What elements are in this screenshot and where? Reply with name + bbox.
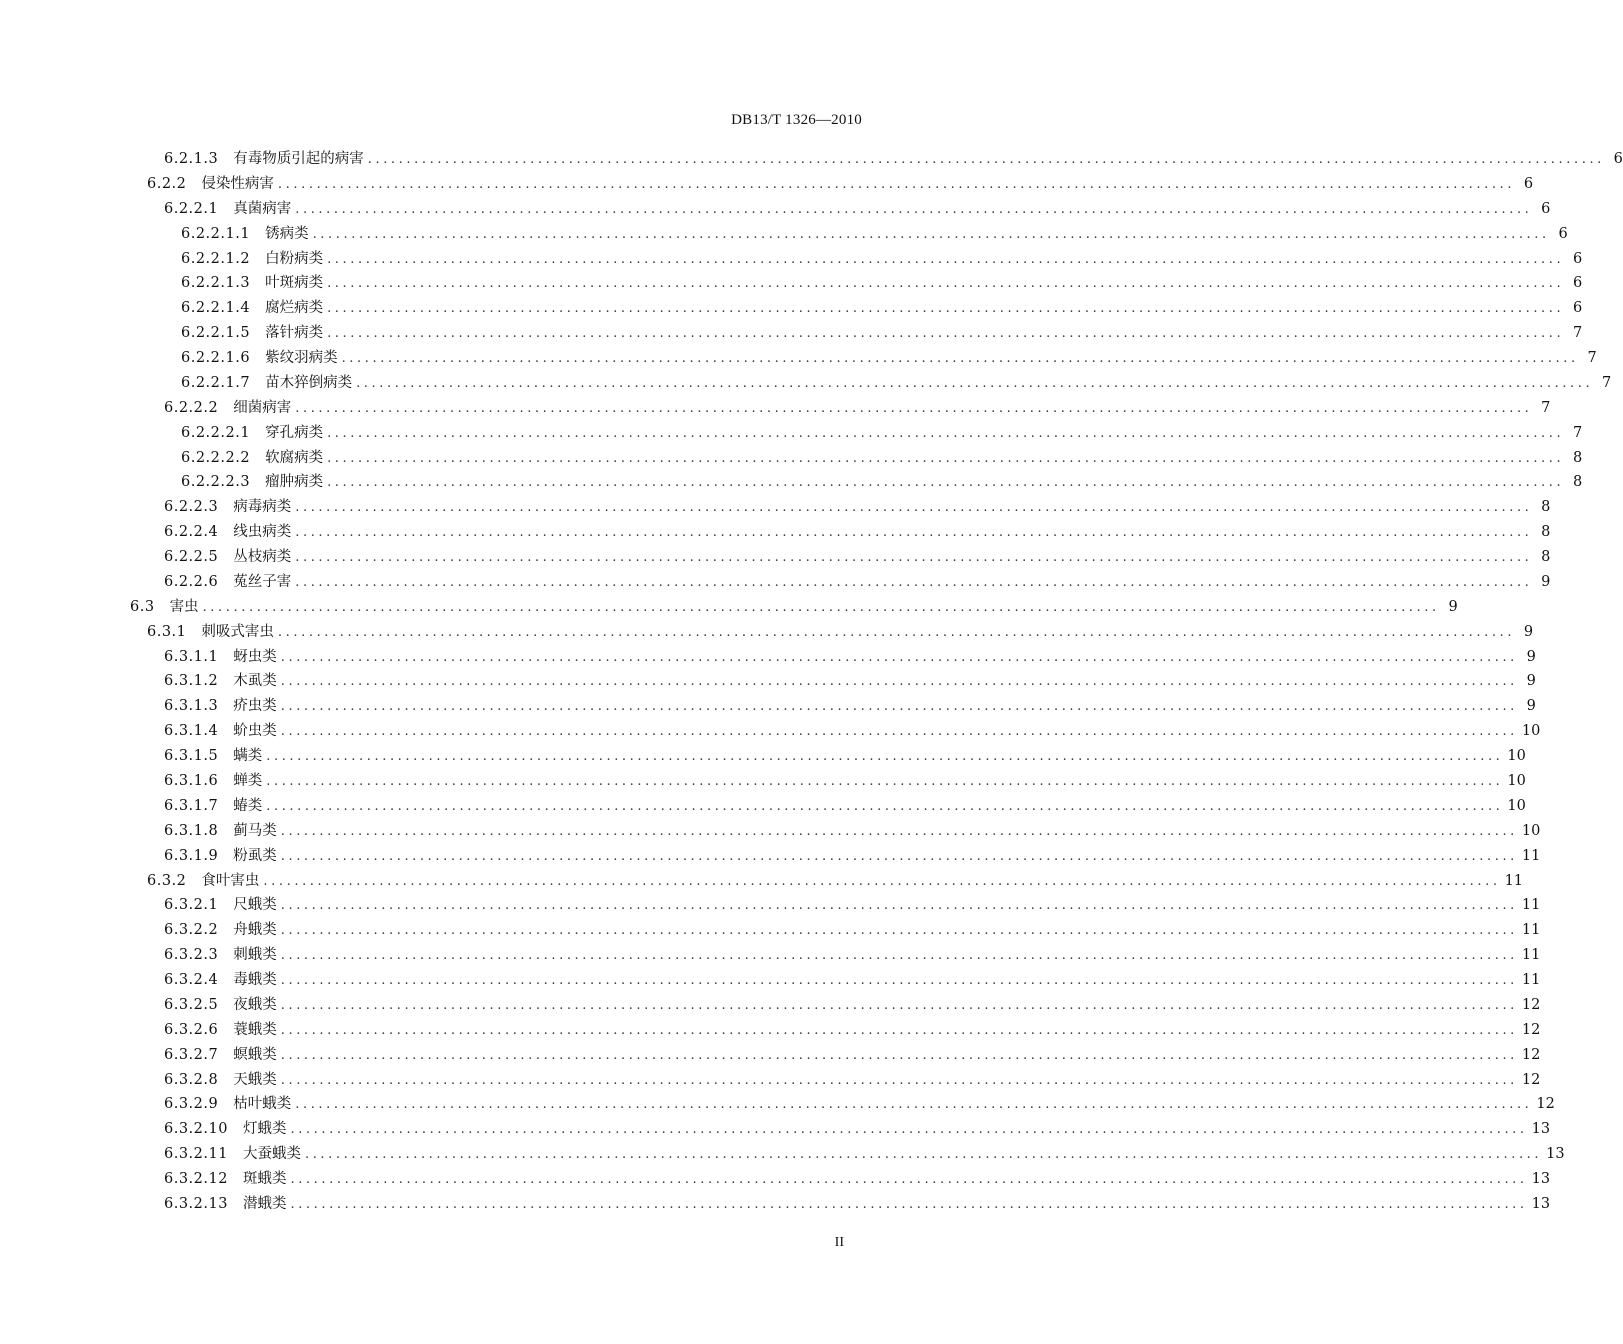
- toc-entry[interactable]: [164, 1044, 1541, 1066]
- toc-entry-number: 6.2.2.6: [164, 574, 219, 590]
- toc-entry[interactable]: [164, 198, 1551, 220]
- toc-entry-title: 锈病类: [265, 226, 309, 242]
- toc-leader-dots: ................................................................................................................................................................: [295, 500, 1533, 515]
- toc-entry[interactable]: [181, 272, 1583, 294]
- toc-entry-page: 7: [1573, 425, 1583, 441]
- toc-entry[interactable]: [164, 1168, 1551, 1190]
- toc-entry-number: 6.3.2.9: [164, 1096, 219, 1112]
- toc-entry-page: 6: [1613, 151, 1623, 167]
- toc-entry-title: 潜蛾类: [242, 1196, 287, 1212]
- toc-entry-page: 7: [1573, 325, 1583, 341]
- toc-entry-page: 9: [1526, 649, 1536, 665]
- toc-entry-page: 9: [1448, 599, 1458, 615]
- toc-entry-number: 6.3.2.2: [164, 922, 219, 938]
- toc-entry-number: 6.3.1.2: [164, 673, 219, 689]
- toc-entry-number: 6.2.2.2.2: [181, 450, 251, 466]
- toc-entry[interactable]: [147, 621, 1534, 643]
- toc-leader-dots: ................................................................................................................................................................: [280, 948, 1518, 963]
- toc-leader-dots: ................................................................................................................................................................: [327, 301, 1565, 316]
- toc-entry[interactable]: [181, 248, 1583, 270]
- toc-entry-number: 6.3.2.7: [164, 1047, 219, 1063]
- toc-entry-title: 害虫: [169, 599, 199, 615]
- toc-entry-number: 6.2.2.4: [164, 524, 219, 540]
- toc-entry-page: 11: [1504, 873, 1524, 889]
- toc-entry-number: 6.3.2.4: [164, 972, 219, 988]
- toc-entry[interactable]: [181, 297, 1583, 319]
- toc-entry-number: 6.3.2.5: [164, 997, 219, 1013]
- toc-entry-page: 8: [1573, 474, 1583, 490]
- toc-entry[interactable]: [164, 1019, 1541, 1041]
- toc-leader-dots: ................................................................................................................................................................: [327, 252, 1565, 267]
- toc-entry-number: 6.3.1: [147, 624, 187, 640]
- toc-entry-page: 6: [1573, 275, 1583, 291]
- toc-entry-title: 枯叶蛾类: [233, 1096, 292, 1112]
- toc-entry[interactable]: [181, 422, 1583, 444]
- toc-leader-dots: ................................................................................................................................................................: [277, 177, 1516, 192]
- toc-entry[interactable]: [164, 695, 1536, 717]
- toc-entry[interactable]: [164, 546, 1551, 568]
- toc-entry-page: 8: [1541, 499, 1551, 515]
- toc-entry-title: 天蛾类: [233, 1072, 277, 1088]
- toc-entry[interactable]: [130, 596, 1458, 618]
- toc-leader-dots: ................................................................................................................................................................: [312, 227, 1550, 242]
- toc-entry[interactable]: [164, 1193, 1551, 1215]
- toc-entry-number: 6.3.2.8: [164, 1072, 219, 1088]
- toc-leader-dots: ................................................................................................................................................................: [327, 451, 1565, 466]
- toc-entry-number: 6.2.2.1.2: [181, 251, 251, 267]
- toc-entry-title: 丛枝病类: [233, 549, 292, 565]
- toc-entry[interactable]: [147, 870, 1524, 892]
- toc-entry-title: 螨类: [233, 748, 263, 764]
- toc-entry[interactable]: [164, 1143, 1565, 1165]
- toc-entry-page: 8: [1541, 549, 1551, 565]
- toc-entry-page: 12: [1521, 997, 1541, 1013]
- toc-leader-dots: ................................................................................................................................................................: [266, 749, 1504, 764]
- toc-entry-number: 6.2.2.5: [164, 549, 219, 565]
- toc-entry-page: 9: [1526, 698, 1536, 714]
- toc-entry-number: 6.3.2: [147, 873, 187, 889]
- toc-leader-dots: ................................................................................................................................................................: [295, 202, 1533, 217]
- toc-leader-dots: ................................................................................................................................................................: [367, 152, 1605, 167]
- toc-entry-title: 蓟马类: [233, 823, 277, 839]
- toc-entry-title: 大蚕蛾类: [242, 1146, 301, 1162]
- toc-entry-title: 毒蛾类: [233, 972, 277, 988]
- toc-leader-dots: ................................................................................................................................................................: [304, 1147, 1543, 1162]
- toc-entry-page: 10: [1507, 773, 1526, 789]
- toc-entry-title: 刺吸式害虫: [201, 624, 274, 640]
- toc-leader-dots: ................................................................................................................................................................: [280, 724, 1518, 739]
- toc-entry[interactable]: [164, 571, 1551, 593]
- toc-entry[interactable]: [164, 148, 1623, 170]
- toc-entry-number: 6.3.1.9: [164, 848, 219, 864]
- toc-leader-dots: ................................................................................................................................................................: [290, 1197, 1528, 1212]
- toc-entry-number: 6.2.2.1.1: [181, 226, 251, 242]
- toc-entry-number: 6.3.1.1: [164, 649, 219, 665]
- toc-entry-page: 13: [1546, 1146, 1565, 1162]
- toc-entry-page: 11: [1521, 848, 1541, 864]
- toc-entry[interactable]: [164, 894, 1541, 916]
- toc-entry-number: 6.3.1.4: [164, 723, 219, 739]
- toc-entry[interactable]: [164, 720, 1541, 742]
- toc-leader-dots: ................................................................................................................................................................: [295, 550, 1533, 565]
- toc-leader-dots: ................................................................................................................................................................: [280, 1073, 1518, 1088]
- toc-entry-title: 落针病类: [265, 325, 324, 341]
- toc-leader-dots: ................................................................................................................................................................: [277, 625, 1516, 640]
- toc-entry-title: 紫纹羽病类: [265, 350, 338, 366]
- toc-entry-title: 粉虱类: [233, 848, 277, 864]
- toc-entry-title: 蓑蛾类: [233, 1022, 277, 1038]
- toc-entry-title: 疥虫类: [233, 698, 277, 714]
- toc-leader-dots: ................................................................................................................................................................: [280, 650, 1518, 665]
- toc-leader-dots: ................................................................................................................................................................: [280, 898, 1518, 913]
- toc-leader-dots: ................................................................................................................................................................: [280, 824, 1518, 839]
- toc-entry[interactable]: [164, 1118, 1551, 1140]
- toc-leader-dots: ................................................................................................................................................................: [327, 426, 1565, 441]
- toc-entry-title: 夜蛾类: [233, 997, 277, 1013]
- toc-entry-title: 有毒物质引起的病害: [233, 151, 364, 167]
- toc-entry-number: 6.3.1.7: [164, 798, 219, 814]
- toc-leader-dots: ................................................................................................................................................................: [280, 674, 1518, 689]
- toc-leader-dots: ................................................................................................................................................................: [356, 376, 1594, 391]
- toc-entry-number: 6.3.2.3: [164, 947, 219, 963]
- toc-entry-number: 6.2.2.3: [164, 499, 219, 515]
- toc-leader-dots: ................................................................................................................................................................: [266, 774, 1504, 789]
- toc-entry-page: 6: [1573, 300, 1583, 316]
- toc-entry[interactable]: [164, 994, 1541, 1016]
- toc-entry[interactable]: [181, 447, 1583, 469]
- toc-entry-title: 刺蛾类: [233, 947, 277, 963]
- toc-leader-dots: ................................................................................................................................................................: [280, 923, 1518, 938]
- toc-entry-number: 6.2.2.1.5: [181, 325, 251, 341]
- toc-entry-number: 6.3.1.3: [164, 698, 219, 714]
- toc-entry[interactable]: [164, 397, 1551, 419]
- toc-entry-page: 10: [1521, 723, 1541, 739]
- toc-entry-page: 12: [1521, 1022, 1541, 1038]
- toc-entry[interactable]: [181, 372, 1612, 394]
- toc-leader-dots: ................................................................................................................................................................: [280, 849, 1518, 864]
- toc-entry-title: 灯蛾类: [242, 1121, 287, 1137]
- toc-entry-page: 13: [1531, 1171, 1551, 1187]
- toc-entry-number: 6.2.2.1.6: [181, 350, 251, 366]
- toc-entry-page: 6: [1541, 201, 1551, 217]
- toc-entry-title: 蝽类: [233, 798, 263, 814]
- toc-entry-page: 11: [1521, 922, 1541, 938]
- toc-entry-title: 瘤肿病类: [265, 474, 324, 490]
- toc-entry-number: 6.3.1.6: [164, 773, 219, 789]
- toc-entry-title: 真菌病害: [233, 201, 292, 217]
- toc-entry-number: 6.3.2.10: [164, 1121, 228, 1137]
- toc-entry-number: 6.2.2.2: [164, 400, 219, 416]
- toc-leader-dots: ................................................................................................................................................................: [295, 575, 1533, 590]
- toc-leader-dots: ................................................................................................................................................................: [341, 351, 1579, 366]
- toc-entry-page: 12: [1521, 1072, 1541, 1088]
- toc-entry-page: 9: [1541, 574, 1551, 590]
- toc-entry[interactable]: [164, 845, 1541, 867]
- toc-entry-page: 8: [1573, 450, 1583, 466]
- toc-entry-page: 11: [1521, 972, 1541, 988]
- toc-entry-title: 斑蛾类: [242, 1171, 287, 1187]
- toc-leader-dots: ................................................................................................................................................................: [280, 1048, 1518, 1063]
- toc-entry-page: 10: [1507, 798, 1526, 814]
- toc-entry-title: 尺蛾类: [233, 897, 277, 913]
- toc-entry[interactable]: [164, 670, 1536, 692]
- toc-entry-page: 6: [1573, 251, 1583, 267]
- toc-leader-dots: ................................................................................................................................................................: [280, 998, 1518, 1013]
- toc-leader-dots: ................................................................................................................................................................: [290, 1122, 1528, 1137]
- toc-entry-page: 13: [1531, 1121, 1551, 1137]
- toc-entry[interactable]: [164, 1093, 1555, 1115]
- toc-entry-page: 9: [1526, 673, 1536, 689]
- toc-entry-number: 6.2.2.1: [164, 201, 219, 217]
- toc-entry-number: 6.3.2.13: [164, 1196, 228, 1212]
- toc-entry-title: 白粉病类: [265, 251, 324, 267]
- toc-entry[interactable]: [181, 471, 1583, 493]
- toc-entry-page: 6: [1523, 176, 1534, 192]
- toc-entry-title: 病毒病类: [233, 499, 292, 515]
- toc-entry-title: 食叶害虫: [201, 873, 260, 889]
- toc-entry-number: 6.2.2.1.4: [181, 300, 251, 316]
- toc-leader-dots: ................................................................................................................................................................: [202, 600, 1440, 615]
- toc-leader-dots: ................................................................................................................................................................: [280, 1023, 1518, 1038]
- document-code: DB13/T 1326—2010: [731, 112, 862, 128]
- toc-entry-page: 10: [1507, 748, 1526, 764]
- toc-entry[interactable]: [181, 322, 1583, 344]
- toc-leader-dots: ................................................................................................................................................................: [327, 326, 1565, 341]
- toc-leader-dots: ................................................................................................................................................................: [295, 1097, 1533, 1112]
- toc-entry-number: 6.3.1.8: [164, 823, 219, 839]
- toc-entry-number: 6.2.2.2.3: [181, 474, 251, 490]
- toc-entry-number: 6.3.2.12: [164, 1171, 228, 1187]
- toc-entry-page: 6: [1558, 226, 1568, 242]
- toc-entry-title: 线虫病类: [233, 524, 292, 540]
- toc-entry-number: 6.2.1.3: [164, 151, 219, 167]
- toc-entry-title: 叶斑病类: [265, 275, 324, 291]
- toc-entry-number: 6.2.2.2.1: [181, 425, 251, 441]
- toc-entry-number: 6.2.2.1.3: [181, 275, 251, 291]
- toc-leader-dots: ................................................................................................................................................................: [280, 973, 1518, 988]
- toc-entry-title: 穿孔病类: [265, 425, 324, 441]
- toc-leader-dots: ................................................................................................................................................................: [295, 525, 1533, 540]
- toc-entry-title: 菟丝子害: [233, 574, 292, 590]
- toc-entry-title: 苗木猝倒病类: [265, 375, 353, 391]
- toc-entry[interactable]: [181, 223, 1568, 245]
- toc-entry-page: 13: [1531, 1196, 1551, 1212]
- toc-entry[interactable]: [164, 770, 1526, 792]
- toc-entry-title: 细菌病害: [233, 400, 292, 416]
- toc-entry-page: 7: [1602, 375, 1612, 391]
- toc-entry-page: 8: [1541, 524, 1551, 540]
- toc-entry-title: 蝉类: [233, 773, 263, 789]
- toc-entry-title: 腐烂病类: [265, 300, 324, 316]
- toc-entry-page: 7: [1541, 400, 1551, 416]
- toc-leader-dots: ................................................................................................................................................................: [263, 874, 1501, 889]
- toc-entry-number: 6.2.2.1.7: [181, 375, 251, 391]
- toc-entry-page: 11: [1521, 947, 1541, 963]
- toc-entry-title: 侵染性病害: [201, 176, 274, 192]
- toc-entry[interactable]: [164, 646, 1536, 668]
- toc-entry-page: 10: [1521, 823, 1541, 839]
- toc-entry[interactable]: [164, 1069, 1541, 1091]
- toc-entry[interactable]: [164, 820, 1541, 842]
- toc-entry-page: 11: [1521, 897, 1541, 913]
- toc-entry-title: 木虱类: [233, 673, 277, 689]
- toc-leader-dots: ................................................................................................................................................................: [290, 1172, 1528, 1187]
- toc-entry-page: 12: [1536, 1096, 1555, 1112]
- toc-entry[interactable]: [164, 745, 1526, 767]
- toc-entry[interactable]: [147, 173, 1534, 195]
- toc-entry-number: 6.3.2.11: [164, 1146, 228, 1162]
- toc-leader-dots: ................................................................................................................................................................: [327, 475, 1565, 490]
- toc-entry-title: 蚧虫类: [233, 723, 277, 739]
- toc-entry[interactable]: [164, 944, 1541, 966]
- toc-entry[interactable]: [164, 795, 1526, 817]
- toc-entry[interactable]: [164, 496, 1551, 518]
- toc-entry-title: 蚜虫类: [233, 649, 277, 665]
- toc-leader-dots: ................................................................................................................................................................: [266, 799, 1504, 814]
- page-number: II: [834, 1235, 844, 1250]
- toc-entry[interactable]: [164, 919, 1541, 941]
- toc-entry-page: 7: [1587, 350, 1597, 366]
- toc-entry[interactable]: [164, 521, 1551, 543]
- toc-entry-number: 6.3: [130, 599, 155, 615]
- toc-entry-number: 6.3.2.1: [164, 897, 219, 913]
- toc-entry-page: 12: [1521, 1047, 1541, 1063]
- toc-entry-title: 舟蛾类: [233, 922, 277, 938]
- toc-entry[interactable]: [181, 347, 1597, 369]
- toc-entry-number: 6.3.1.5: [164, 748, 219, 764]
- toc-leader-dots: ................................................................................................................................................................: [295, 401, 1533, 416]
- toc-entry[interactable]: [164, 969, 1541, 991]
- toc-leader-dots: ................................................................................................................................................................: [280, 699, 1518, 714]
- toc-entry-page: 9: [1523, 624, 1534, 640]
- toc-entry-number: 6.2.2: [147, 176, 187, 192]
- toc-leader-dots: ................................................................................................................................................................: [327, 276, 1565, 291]
- toc-entry-title: 螟蛾类: [233, 1047, 277, 1063]
- toc-entry-title: 软腐病类: [265, 450, 324, 466]
- toc-entry-number: 6.3.2.6: [164, 1022, 219, 1038]
